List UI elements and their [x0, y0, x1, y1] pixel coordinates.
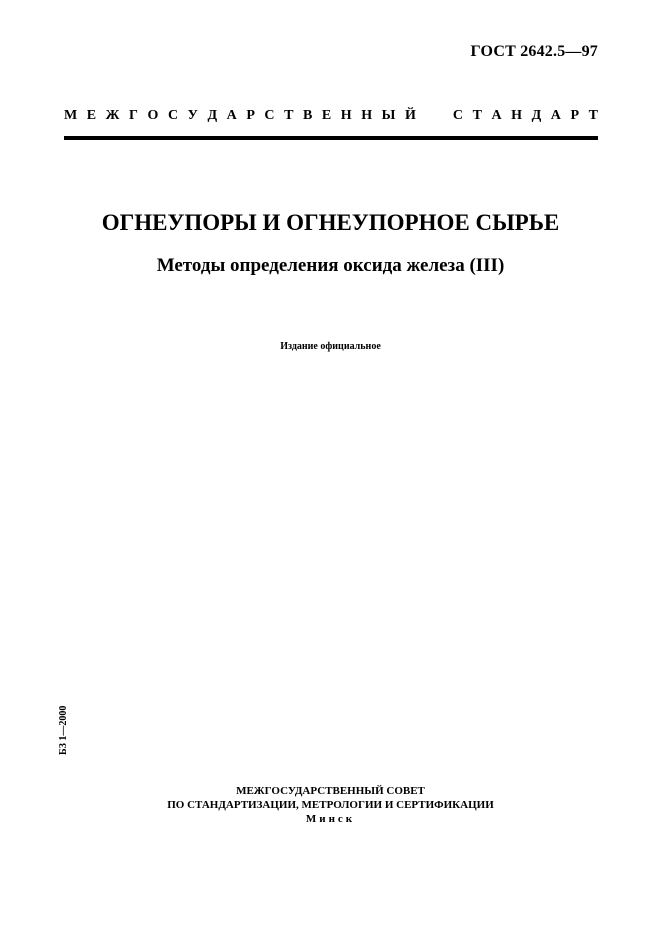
publisher-block [0, 784, 661, 826]
heading-letter: Й [404, 108, 416, 123]
standard-type-heading [64, 108, 598, 124]
heading-letter: А [491, 108, 502, 123]
publisher-line-2: ПО СТАНДАРТИЗАЦИИ, МЕТРОЛОГИИ И СЕРТИФИКАЦИИ [167, 799, 494, 811]
heading-letter: Н [340, 108, 352, 123]
heading-letter: А [226, 108, 237, 123]
heading-letter: Д [531, 108, 542, 123]
heading-letter: Ы [381, 108, 396, 123]
heading-letter: С [264, 108, 275, 123]
publisher-line-1: МЕЖГОСУДАРСТВЕННЫЙ СОВЕТ [236, 785, 425, 797]
heading-letter: О [147, 108, 159, 123]
heading-letter: Р [246, 108, 255, 123]
heading-letter: Ж [105, 108, 120, 123]
document-subtitle: Методы определения оксида железа (III) [156, 255, 505, 276]
heading-letter: Т [284, 108, 294, 123]
heading-letter: М [64, 108, 78, 123]
publisher-city: Минск [305, 813, 356, 825]
document-code: ГОСТ 2642.5—97 [470, 43, 598, 60]
edition-label: Издание официальное [280, 341, 381, 352]
heading-letter: А [550, 108, 561, 123]
heading-letter: В [302, 108, 313, 123]
heading-letter: Р [570, 108, 580, 123]
heading-letter: Н [511, 108, 523, 123]
heading-letter: С [452, 108, 464, 123]
heading-letter: Н [361, 108, 373, 123]
header-divider [64, 136, 598, 140]
heading-letter: Е [321, 108, 332, 123]
heading-letter: У [187, 108, 198, 123]
side-code-label: БЗ 1—2000 [58, 705, 69, 755]
heading-letter: Г [129, 108, 138, 123]
document-title: ОГНЕУПОРЫ И ОГНЕУПОРНОЕ СЫРЬЕ [101, 210, 560, 235]
heading-letter: С [167, 108, 179, 123]
heading-letter: Е [86, 108, 97, 123]
heading-letter: Д [207, 108, 218, 123]
heading-letter: Т [472, 108, 482, 123]
heading-letter: Т [588, 108, 598, 123]
word-gap [425, 108, 443, 124]
